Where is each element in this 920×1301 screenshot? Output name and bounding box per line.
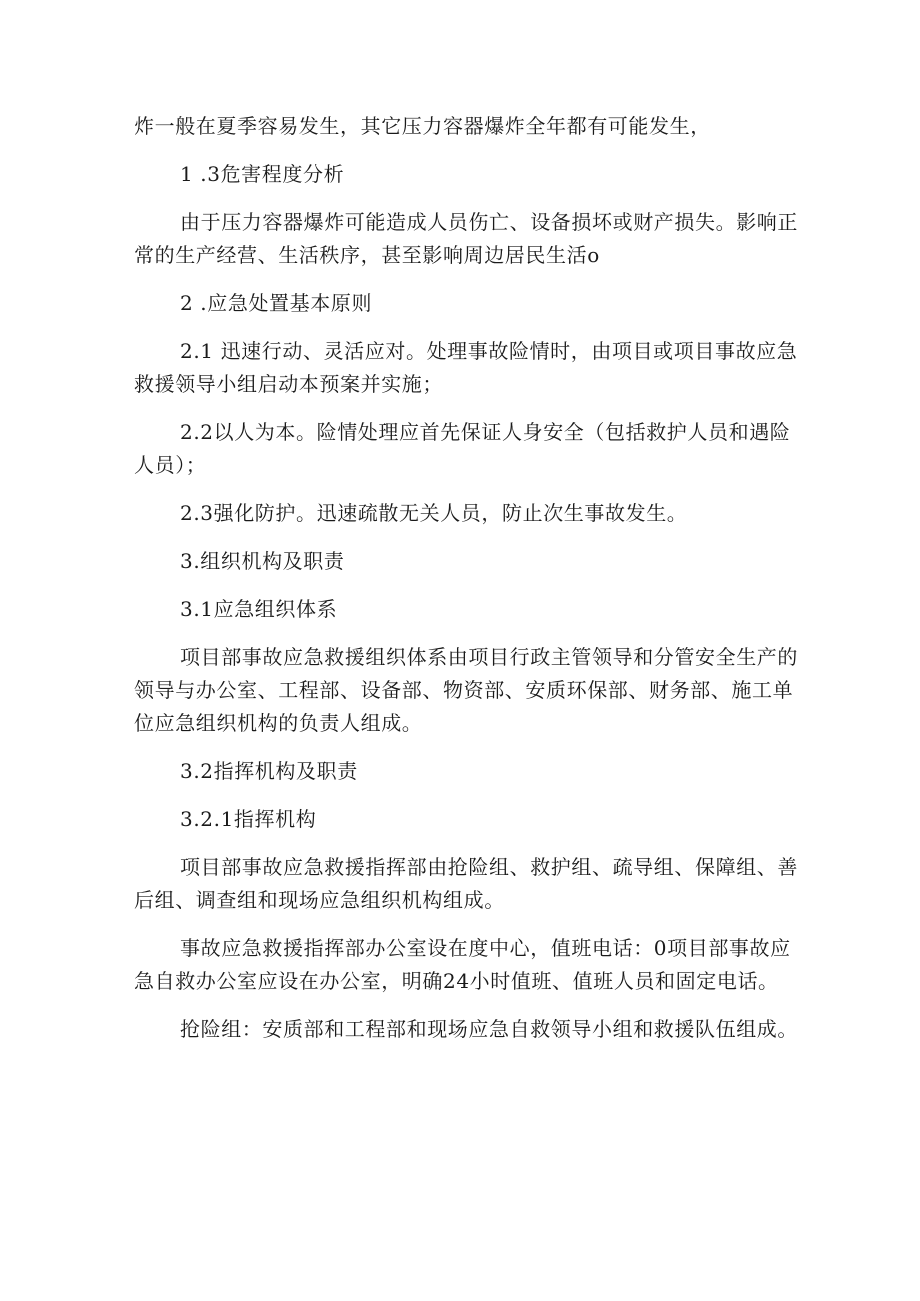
paragraph-principle-2-3: 2.3强化防护。迅速疏散无关人员，防止次生事故发生。 [180, 501, 688, 525]
paragraph-principle-2-2: 2.2以人为本。险情处理应首先保证人身安全（包括救护人员和遇险人员）； [134, 420, 791, 477]
paragraph-command-office: 事故应急救援指挥部办公室设在度中心，值班电话：0项目部事故应急自救办公室应设在办公室，明确24小时值班、值班人员和固定电话。 [134, 936, 791, 993]
section-heading-3-2: 3.2指挥机构及职责 [180, 759, 358, 783]
paragraph-principle-2-1: 2.1 迅速行动、灵活应对。处理事故险情时，由项目或项目事故应急救援领导小组启动本预案并实施； [134, 339, 798, 396]
section-heading-1-3: 1 .3危害程度分析 [180, 162, 345, 186]
paragraph-command-structure: 项目部事故应急救援指挥部由抢险组、救护组、疏导组、保障组、善后组、调查组和现场应急组织机构组成。 [134, 855, 798, 912]
section-heading-3-2-1: 3.2.1指挥机构 [180, 807, 317, 831]
section-heading-3-1: 3.1应急组织体系 [180, 597, 338, 621]
paragraph-hazard-analysis: 由于压力容器爆炸可能造成人员伤亡、设备损坏或财产损失。影响正常的生产经营、生活秩序，甚至影响周边居民生活o [134, 210, 798, 267]
section-heading-2: 2 .应急处置基本原则 [180, 291, 373, 315]
paragraph-continued: 炸一般在夏季容易发生，其它压力容器爆炸全年都有可能发生， [134, 114, 711, 138]
section-heading-3: 3.组织机构及职责 [180, 549, 345, 573]
paragraph-rescue-team: 抢险组：安质部和工程部和现场应急自救领导小组和救援队伍组成。 [180, 1017, 798, 1041]
paragraph-organization-system: 项目部事故应急救援组织体系由项目行政主管领导和分管安全生产的领导与办公室、工程部、设备部、物资部、安质环保部、财务部、施工单位应急组织机构的负责人组成。 [134, 645, 798, 735]
